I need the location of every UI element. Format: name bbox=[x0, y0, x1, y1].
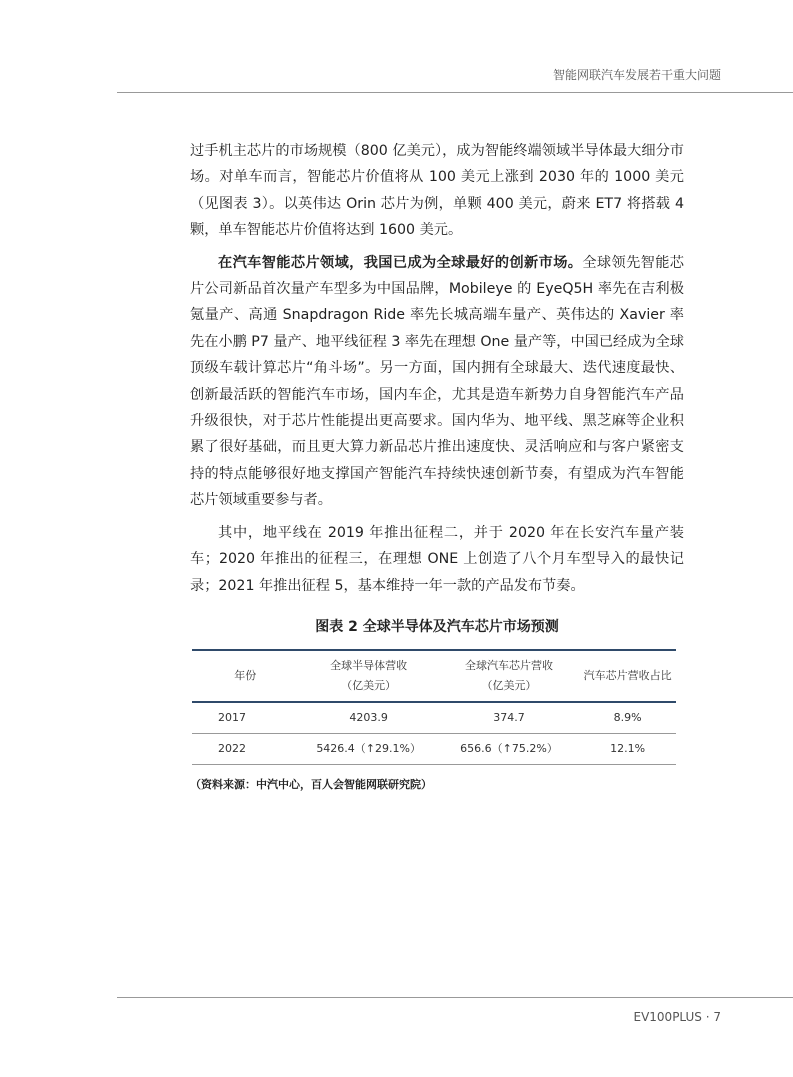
paragraph-2 bbox=[190, 250, 684, 514]
header-text: 汽车芯片营收占比 bbox=[583, 668, 672, 682]
table-source: （资料来源：中汽中心，百人会智能网联研究院） bbox=[190, 777, 432, 791]
paragraph-1: 过手机主芯片的市场规模（800 亿美元），成为智能终端领域半导体最大细分市场。对单车而言，智能芯片价值将从 100 美元上涨到 2030 年的 1000 美元（见图表 3）。以英伟达 Orin 芯片为例，单颗 400 美元，蔚来 ET7 将搭载 4 颗，单车智能芯片价值将达到 1600 美元。 bbox=[190, 143, 684, 239]
cell-auto-chip: 374.7 bbox=[439, 702, 579, 734]
cell-semiconductor: 5426.4（↑29.1%） bbox=[298, 733, 438, 764]
col-header-year bbox=[192, 650, 298, 702]
cell-auto-chip: 656.6（↑75.2%） bbox=[439, 733, 579, 764]
paragraph-2-lead: 在汽车智能芯片领域，我国已成为全球最好的创新市场。 bbox=[218, 254, 583, 271]
paragraph-3: 其中，地平线在 2019 年推出征程二，并于 2020 年在长安汽车量产装车；2020 年推出的征程三，在理想 ONE 上创造了八个月车型导入的最快记录；2021 年推出征程 5，基本维持一年一款的产品发布节奏。 bbox=[190, 524, 684, 594]
header-text: 年份 bbox=[234, 668, 257, 682]
market-forecast-table bbox=[192, 649, 676, 765]
col-header-share bbox=[579, 650, 676, 702]
header-text: 全球汽车芯片营收 bbox=[465, 658, 553, 672]
cell-year: 2022 bbox=[192, 733, 298, 764]
cell-semiconductor: 4203.9 bbox=[298, 702, 438, 734]
table-header-row bbox=[192, 650, 676, 702]
cell-year: 2017 bbox=[192, 702, 298, 734]
header-unit: （亿美元） bbox=[481, 678, 537, 692]
header-divider bbox=[117, 92, 793, 93]
table-row bbox=[192, 733, 676, 764]
header-unit: （亿美元） bbox=[341, 678, 397, 692]
header-text: 全球半导体营收 bbox=[330, 658, 408, 672]
col-header-auto-chip bbox=[439, 650, 579, 702]
running-header: 智能网联汽车发展若干重大问题 bbox=[552, 68, 721, 82]
page-content bbox=[190, 138, 684, 793]
cell-share: 12.1% bbox=[579, 733, 676, 764]
page-footer: EV100PLUS · 7 bbox=[633, 1010, 721, 1024]
paragraph-2-body: 全球领先智能芯片公司新品首次量产车型多为中国品牌，Mobileye 的 EyeQ5H 率先在吉利极氪量产、高通 Snapdragon Ride 率先长城高端车量产、英伟达的 Xavier 率先在小鹏 P7 量产、地平线征程 3 率先在理想 One 量产等，中国已经成为全球顶级车载计算芯片“角斗场”。另一方面，国内拥有全球最大、迭代速度最快、创新最活跃的智能汽车市场，国内车企，尤其是造车新势力自身智能汽车产品升级很快，对于芯片性能提出更高要求。国内华为、地平线、黑芝麻等企业积累了很好基础，而且更大算力新品芯片推出速度快、灵活响应和与客户紧密支持的特点能够很好地支撑国产智能汽车持续快速创新节奏，有望成为汽车智能芯片领域重要参与者。 bbox=[190, 254, 684, 509]
footer-divider bbox=[117, 997, 793, 998]
table-title: 图表 2 全球半导体及汽车芯片市场预测 bbox=[315, 618, 559, 635]
col-header-semiconductor bbox=[298, 650, 438, 702]
table-row bbox=[192, 702, 676, 734]
cell-share: 8.9% bbox=[579, 702, 676, 734]
